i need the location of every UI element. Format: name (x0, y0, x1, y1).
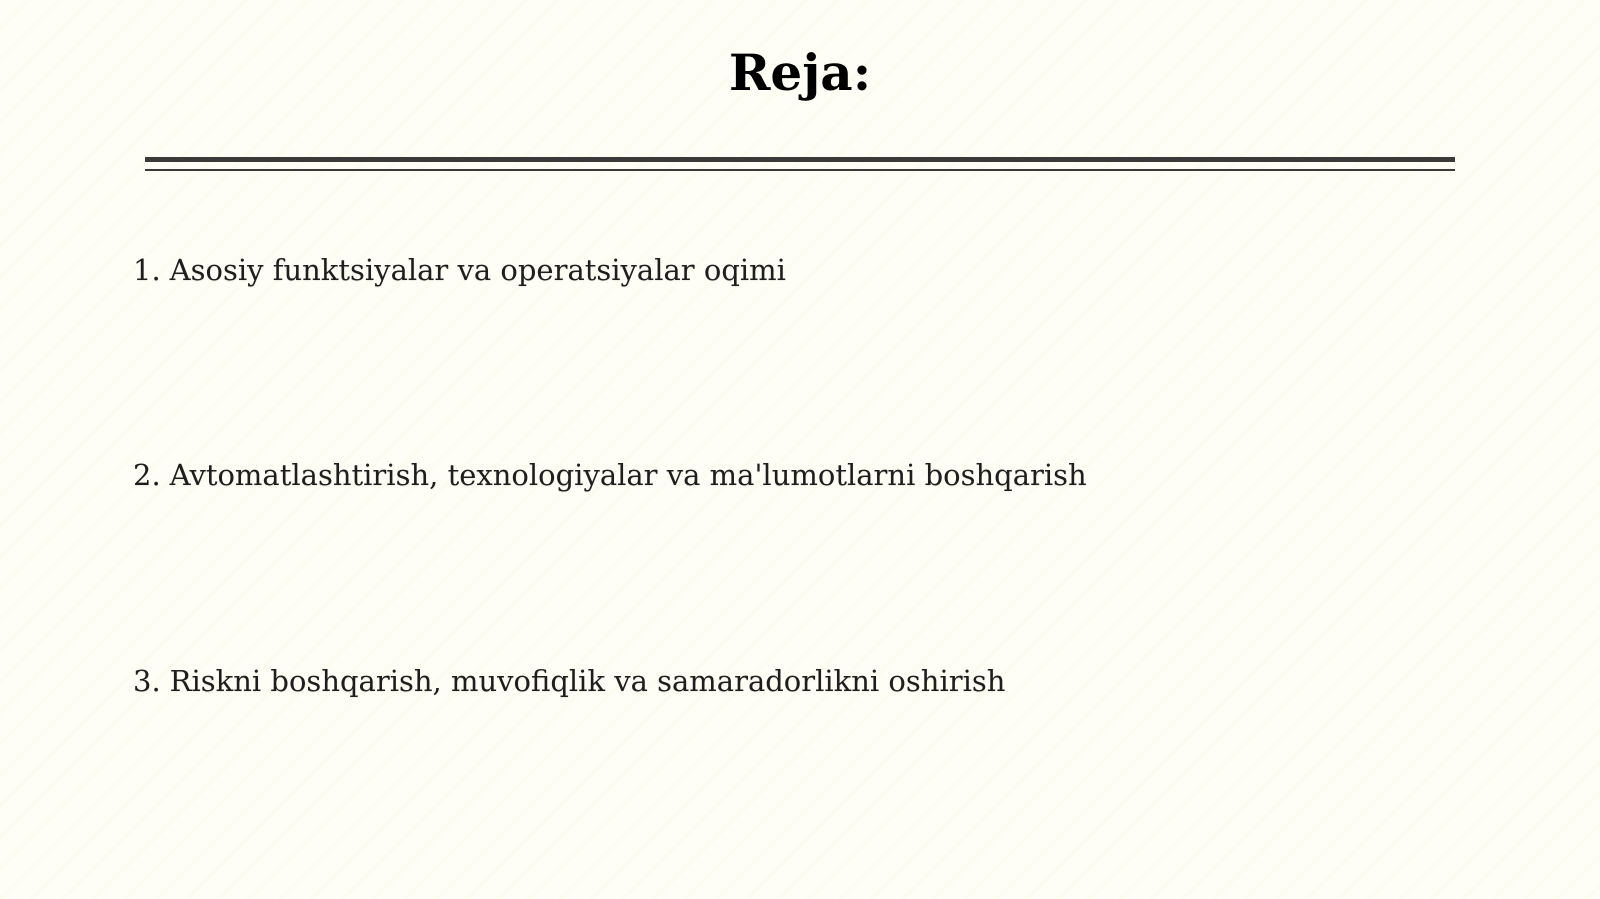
plan-item-number: 1. (133, 253, 161, 287)
plan-item-text: Riskni boshqarish, muvofiqlik va samaradorlikni oshirish (169, 664, 1006, 698)
plan-item (133, 455, 1087, 495)
plan-item-number: 2. (133, 458, 161, 492)
plan-item-number: 3. (133, 664, 161, 698)
plan-item (133, 661, 1005, 701)
slide-title: Reja: (728, 43, 872, 102)
plan-item (133, 250, 786, 290)
plan-item-text: Asosiy funktsiyalar va operatsiyalar oqimi (169, 253, 786, 287)
plan-item-text: Avtomatlashtirish, texnologiyalar va ma'lumotlarni boshqarish (169, 458, 1087, 492)
